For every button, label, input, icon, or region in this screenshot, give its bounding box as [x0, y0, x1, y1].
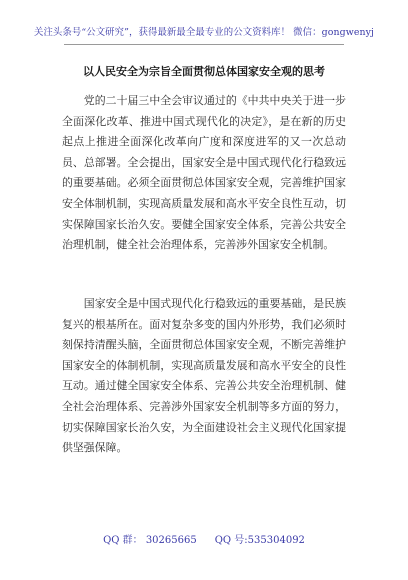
document-title: 以人民安全为宗旨全面贯彻总体国家安全观的思考: [83, 65, 325, 78]
footer-contact: [0, 531, 408, 546]
body-paragraph: 党的二十届三中全会审议通过的《中共中央关于进一步全面深化改革、推进中国式现代化的决定》，是在新的历史起点上推进全面深化改革向广度和深度进军的又一次总动员、总部署。全会提出，国家安全是中国式现代化行稳致远的重要基础。必须全面贯彻总体国家安全观，完善维护国家安全体制机制，实现高质量发展和高水平安全良性互动，切实保障国家长治久安。要健全国家安全体系，完善公共安全治理机制，健全社会治理体系，完善涉外国家安全机制。: [62, 94, 346, 252]
header-promo-note: 关注头条号“公文研究”，获得最新最全最专业的公文资料库！ 微信：gongwenyj: [33, 27, 375, 38]
footer-qq-number: QQ 号:535304092: [214, 535, 305, 546]
header-divider: [64, 44, 344, 45]
body-paragraph: 国家安全是中国式现代化行稳致远的重要基础，是民族复兴的根基所在。面对复杂多变的国内外形势，我们必须时刻保持清醒头脑，全面贯彻总体国家安全观，不断完善维护国家安全的体制机制，实现高质量发展和高水平安全的良性互动。通过健全国家安全体系、完善公共安全治理机制、健全社会治理体系、完善涉外国家安全机制等多方面的努力，切实保障国家长治久安，为全面建设社会主义现代化国家提供坚强保障。: [62, 297, 346, 455]
footer-qq-group: QQ 群： 30265665: [103, 535, 197, 546]
